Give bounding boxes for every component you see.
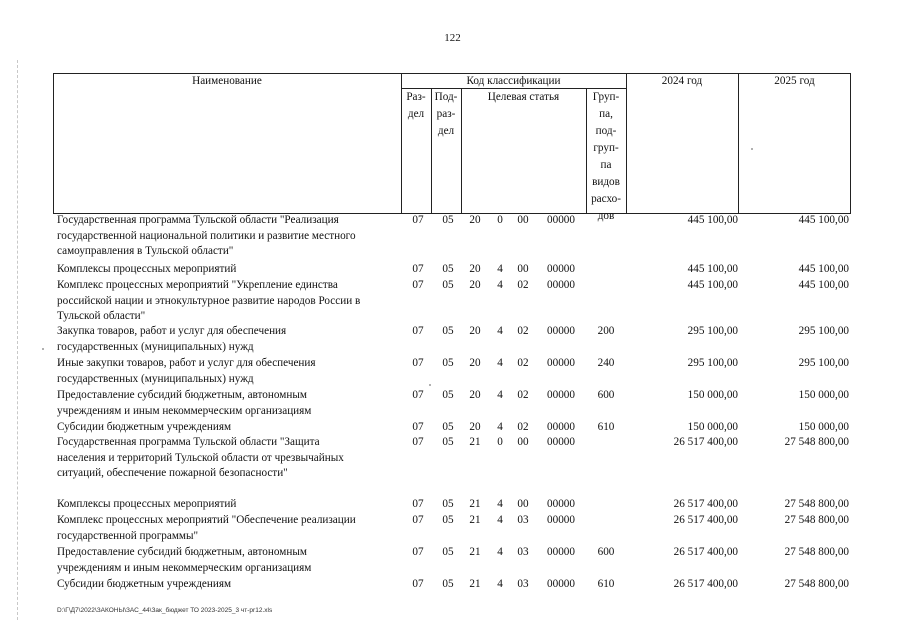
cell-subprogram: 0 — [497, 214, 503, 226]
cell-section: 07 — [412, 263, 424, 275]
cell-2025: 445 100,00 — [798, 214, 849, 226]
row-name: Комплексы процессных мероприятий — [57, 498, 237, 510]
cell-subprogram: 0 — [497, 436, 503, 448]
cell-direction: 00000 — [547, 279, 575, 291]
cell-expense-type: 240 — [597, 357, 615, 369]
page-number: 122 — [444, 32, 461, 44]
cell-direction: 00000 — [547, 436, 575, 448]
scan-speck — [42, 348, 44, 350]
cell-section: 07 — [412, 546, 424, 558]
cell-section: 07 — [412, 578, 424, 590]
cell-subsection: 05 — [442, 436, 454, 448]
cell-subprogram: 4 — [497, 389, 503, 401]
cell-2025: 445 100,00 — [798, 263, 849, 275]
cell-subprogram: 4 — [497, 325, 503, 337]
row-name: Комплексы процессных мероприятий — [57, 263, 237, 275]
cell-direction: 00000 — [547, 214, 575, 226]
cell-event: 00 — [517, 214, 529, 226]
cell-event: 00 — [517, 436, 529, 448]
binding-margin-line — [17, 60, 18, 620]
file-path-footer: D:\Г\Д7\2022\ЗАКОНЫ\ЗАС_44\Зак_бюджет ТО 2023-2025_3 чт-pr12.xls — [57, 607, 273, 614]
row-name: Комплекс процессных мероприятий "Укрепление единства российской нации и этнокультурное развитие народов России в Тульской области" — [57, 279, 361, 322]
cell-2024: 445 100,00 — [687, 214, 738, 226]
cell-event: 02 — [517, 421, 529, 433]
cell-event: 00 — [517, 498, 529, 510]
cell-subsection: 05 — [442, 214, 454, 226]
row-name: Предоставление субсидий бюджетным, автономным учреждениям и иным некоммерческим организациям — [57, 389, 312, 417]
cell-program: 21 — [469, 436, 481, 448]
header-section: Раз- дел — [406, 91, 426, 120]
cell-subsection: 05 — [442, 421, 454, 433]
cell-direction: 00000 — [547, 578, 575, 590]
cell-expense-type: 600 — [597, 546, 615, 558]
cell-expense-type: 610 — [597, 421, 615, 433]
cell-2025: 295 100,00 — [798, 357, 849, 369]
cell-2024: 26 517 400,00 — [673, 498, 738, 510]
cell-2024: 445 100,00 — [687, 263, 738, 275]
row-name: Субсидии бюджетным учреждениям — [57, 578, 232, 590]
cell-event: 00 — [517, 263, 529, 275]
cell-2024: 295 100,00 — [687, 325, 738, 337]
cell-section: 07 — [412, 514, 424, 526]
cell-section: 07 — [412, 214, 424, 226]
cell-expense-type: 200 — [597, 325, 615, 337]
row-name: Государственная программа Тульской области "Реализация государственной национальной политики и развитие местного самоуправления в Тульской области" — [57, 214, 356, 257]
cell-event: 03 — [517, 546, 529, 558]
cell-section: 07 — [412, 357, 424, 369]
cell-program: 20 — [469, 357, 481, 369]
cell-subsection: 05 — [442, 498, 454, 510]
cell-section: 07 — [412, 421, 424, 433]
cell-subsection: 05 — [442, 389, 454, 401]
cell-event: 02 — [517, 279, 529, 291]
cell-subprogram: 4 — [497, 514, 503, 526]
header-year-2025: 2025 год — [774, 75, 815, 87]
cell-subsection: 05 — [442, 263, 454, 275]
cell-direction: 00000 — [547, 357, 575, 369]
cell-program: 20 — [469, 421, 481, 433]
cell-direction: 00000 — [547, 498, 575, 510]
row-name: Комплекс процессных мероприятий "Обеспечение реализации государственной программы" — [57, 514, 356, 542]
cell-direction: 00000 — [547, 421, 575, 433]
cell-subprogram: 4 — [497, 578, 503, 590]
cell-expense-type: 600 — [597, 389, 615, 401]
cell-program: 20 — [469, 279, 481, 291]
row-name: Закупка товаров, работ и услуг для обеспечения государственных (муниципальных) нужд — [57, 325, 287, 353]
cell-subprogram: 4 — [497, 546, 503, 558]
cell-program: 21 — [469, 546, 481, 558]
scan-speck — [429, 384, 431, 386]
cell-2024: 295 100,00 — [687, 357, 738, 369]
row-name: Субсидии бюджетным учреждениям — [57, 421, 232, 433]
header-code-group: Код классификации — [466, 75, 561, 87]
cell-subprogram: 4 — [497, 498, 503, 510]
cell-direction: 00000 — [547, 325, 575, 337]
cell-subsection: 05 — [442, 279, 454, 291]
cell-direction: 00000 — [547, 514, 575, 526]
cell-2025: 27 548 800,00 — [784, 436, 849, 448]
cell-2024: 26 517 400,00 — [673, 546, 738, 558]
cell-program: 21 — [469, 514, 481, 526]
cell-section: 07 — [412, 325, 424, 337]
cell-subsection: 05 — [442, 546, 454, 558]
cell-event: 02 — [517, 389, 529, 401]
cell-2024: 26 517 400,00 — [673, 578, 738, 590]
cell-2024: 150 000,00 — [687, 421, 738, 433]
cell-program: 20 — [469, 263, 481, 275]
cell-subprogram: 4 — [497, 421, 503, 433]
cell-2024: 26 517 400,00 — [673, 436, 738, 448]
cell-subprogram: 4 — [497, 279, 503, 291]
cell-direction: 00000 — [547, 263, 575, 275]
header-expense-group: Груп- па, под- груп- па видов расхо- дов — [591, 91, 621, 222]
cell-subprogram: 4 — [497, 357, 503, 369]
row-name: Государственная программа Тульской области "Защита населения и территорий Тульской области от чрезвычайных ситуаций, обеспечение пожарной безопасности" — [57, 436, 344, 479]
cell-2025: 27 548 800,00 — [784, 578, 849, 590]
cell-subsection: 05 — [442, 357, 454, 369]
cell-subsection: 05 — [442, 325, 454, 337]
cell-subprogram: 4 — [497, 263, 503, 275]
cell-direction: 00000 — [547, 389, 575, 401]
cell-program: 20 — [469, 389, 481, 401]
cell-section: 07 — [412, 279, 424, 291]
cell-2024: 445 100,00 — [687, 279, 738, 291]
header-year-2024: 2024 год — [661, 75, 703, 87]
cell-2025: 27 548 800,00 — [784, 498, 849, 510]
cell-direction: 00000 — [547, 546, 575, 558]
cell-event: 02 — [517, 357, 529, 369]
cell-2025: 27 548 800,00 — [784, 514, 849, 526]
header-subsection: Под- раз- дел — [434, 91, 458, 137]
cell-section: 07 — [412, 389, 424, 401]
cell-2025: 27 548 800,00 — [784, 546, 849, 558]
header-name: Наименование — [192, 75, 262, 87]
cell-program: 20 — [469, 214, 481, 226]
scan-speck — [751, 148, 753, 150]
row-name: Предоставление субсидий бюджетным, автономным учреждениям и иным некоммерческим организациям — [57, 546, 312, 574]
cell-program: 21 — [469, 498, 481, 510]
cell-2024: 26 517 400,00 — [673, 514, 738, 526]
cell-subsection: 05 — [442, 514, 454, 526]
cell-2025: 295 100,00 — [798, 325, 849, 337]
cell-2025: 445 100,00 — [798, 279, 849, 291]
cell-2025: 150 000,00 — [798, 389, 849, 401]
cell-expense-type: 610 — [597, 578, 615, 590]
cell-event: 03 — [517, 578, 529, 590]
cell-section: 07 — [412, 436, 424, 448]
cell-event: 02 — [517, 325, 529, 337]
cell-2024: 150 000,00 — [687, 389, 738, 401]
cell-subsection: 05 — [442, 578, 454, 590]
cell-section: 07 — [412, 498, 424, 510]
row-name: Иные закупки товаров, работ и услуг для обеспечения государственных (муниципальных) нужд — [57, 357, 316, 385]
header-target-article: Целевая статья — [487, 91, 560, 103]
cell-program: 21 — [469, 578, 481, 590]
cell-event: 03 — [517, 514, 529, 526]
cell-2025: 150 000,00 — [798, 421, 849, 433]
cell-program: 20 — [469, 325, 481, 337]
